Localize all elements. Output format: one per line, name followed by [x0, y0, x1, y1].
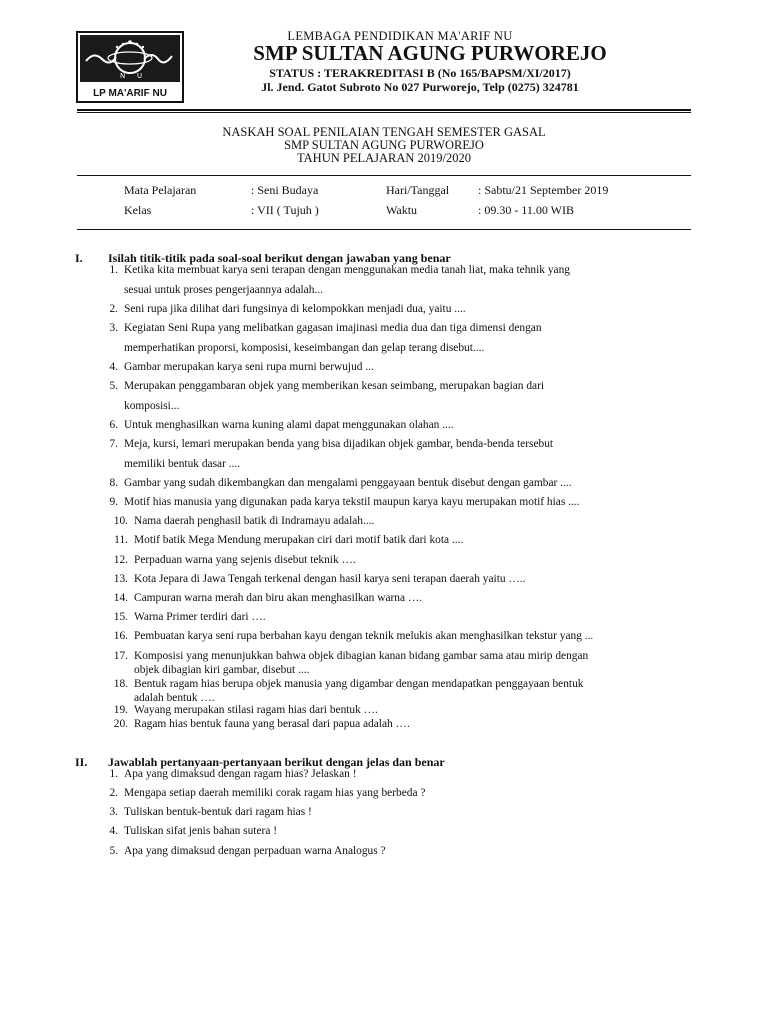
- question-text-continued: komposisi...: [124, 400, 180, 412]
- question-item: [113, 678, 584, 705]
- question-number: 5.: [109, 380, 118, 392]
- question-text: Untuk menghasilkan warna kuning alami dapat menggunakan olahan ....: [124, 419, 454, 431]
- question-item: [114, 534, 464, 547]
- exam-school: SMP SULTAN AGUNG PURWOREJO: [284, 138, 484, 152]
- section-2-number: II.: [75, 755, 88, 769]
- question-number: 16.: [113, 630, 128, 642]
- question-text: Mengapa setiap daerah memiliki corak ragam hias yang berbeda ?: [124, 787, 426, 799]
- day-value: : Sabtu/21 September 2019: [478, 183, 609, 197]
- question-text: Komposisi yang menunjukkan bahwa objek dibagian kanan bidang gambar sama atau mirip dengan: [134, 650, 589, 662]
- question-text: Kegiatan Seni Rupa yang melibatkan gagasan imajinasi media dua dan tiga dimensi dengan: [124, 322, 542, 334]
- class-value: : VII ( Tujuh ): [251, 203, 319, 217]
- question-item: [109, 768, 357, 781]
- time-value: : 09.30 - 11.00 WIB: [478, 203, 574, 217]
- question-text: Tuliskan sifat jenis bahan sutera !: [124, 825, 278, 837]
- question-item: [113, 592, 423, 605]
- question-number: 12.: [113, 554, 128, 566]
- question-number: 14.: [113, 592, 128, 604]
- question-text: Pembuatan karya seni rupa berbahan kayu dengan teknik melukis akan menghasilkan tekstur yang ...: [134, 630, 594, 642]
- question-text: Perpaduan warna yang sejenis disebut teknik ….: [134, 554, 356, 566]
- question-number: 7.: [109, 438, 118, 450]
- question-text: Gambar merupakan karya seni rupa murni berwujud ...: [124, 361, 374, 373]
- question-text: Tuliskan bentuk-bentuk dari ragam hias !: [124, 806, 312, 818]
- question-item: [109, 825, 278, 838]
- title-divider: [77, 175, 691, 176]
- question-item: [113, 515, 375, 528]
- question-item: [113, 630, 594, 643]
- question-item: [109, 380, 545, 413]
- question-text: Bentuk ragam hias berupa objek manusia yang digambar dengan mendapatkan penggayaan bentuk: [134, 678, 584, 690]
- question-item: [113, 650, 589, 677]
- question-number: 1.: [109, 768, 118, 780]
- question-text: Warna Primer terdiri dari ….: [134, 611, 266, 623]
- time-label: Waktu: [386, 203, 418, 217]
- question-text: Apa yang dimaksud dengan ragam hias? Jelaskan !: [124, 768, 357, 780]
- question-item: [109, 419, 454, 432]
- subject-value: : Seni Budaya: [251, 183, 319, 197]
- question-number: 1.: [109, 264, 118, 276]
- question-number: 11.: [114, 534, 128, 546]
- question-item: [113, 718, 410, 731]
- header-divider: [77, 109, 691, 111]
- question-number: 20.: [113, 718, 128, 730]
- question-text: Wayang merupakan stilasi ragam hias dari bentuk ….: [134, 704, 378, 716]
- header-divider-thin: [77, 112, 691, 113]
- school-address: Jl. Jend. Gatot Subroto No 027 Purworejo, Telp (0275) 324781: [261, 80, 579, 94]
- question-number: 3.: [109, 322, 118, 334]
- question-number: 10.: [113, 515, 128, 527]
- question-text: Apa yang dimaksud dengan perpaduan warna Analogus ?: [124, 845, 386, 857]
- question-number: 15.: [113, 611, 128, 623]
- question-number: 2.: [109, 303, 118, 315]
- question-number: 4.: [109, 361, 118, 373]
- question-item: [113, 704, 378, 717]
- school-name: SMP SULTAN AGUNG PURWOREJO: [253, 41, 607, 65]
- svg-text:U: U: [137, 72, 143, 80]
- question-text: Campuran warna merah dan biru akan menghasilkan warna ….: [134, 592, 423, 604]
- question-text: Meja, kursi, lemari merupakan benda yang bisa dijadikan objek gambar, benda-benda tersebut: [124, 438, 554, 450]
- question-number: 5.: [109, 845, 118, 857]
- question-text: Nama daerah penghasil batik di Indramayu adalah....: [134, 515, 375, 527]
- day-label: Hari/Tanggal: [386, 183, 450, 197]
- question-item: [109, 322, 542, 355]
- question-number: 9.: [109, 496, 118, 508]
- section-2-heading: Jawablah pertanyaan-pertanyaan berikut dengan jelas dan benar: [108, 755, 445, 769]
- question-number: 13.: [113, 573, 128, 585]
- question-item: [109, 806, 312, 819]
- question-text: Seni rupa jika dilihat dari fungsinya di kelompokkan menjadi dua, yaitu ....: [124, 303, 466, 315]
- question-item: [109, 361, 374, 374]
- question-item: [109, 477, 572, 490]
- question-number: 2.: [109, 787, 118, 799]
- question-text-continued: memiliki bentuk dasar ....: [124, 458, 241, 470]
- question-text: Ketika kita membuat karya seni terapan dengan menggunakan media tanah liat, maka tehnik yang: [124, 264, 570, 276]
- question-text-continued: memperhatikan proporsi, komposisi, keseimbangan dan gelap terang disebut....: [124, 342, 485, 354]
- exam-year: TAHUN PELAJARAN 2019/2020: [297, 151, 471, 165]
- question-number: 6.: [109, 419, 118, 431]
- question-text-continued: sesuai untuk proses pengerjaannya adalah...: [124, 284, 323, 296]
- exam-title: NASKAH SOAL PENILAIAN TENGAH SEMESTER GASAL: [222, 125, 546, 139]
- question-item: [113, 611, 266, 624]
- question-number: 3.: [109, 806, 118, 818]
- question-item: [109, 787, 426, 800]
- section-1-heading: Isilah titik-titik pada soal-soal berikut dengan jawaban yang benar: [108, 251, 451, 265]
- question-text: Gambar yang sudah dikembangkan dan mengalami penggayaan bentuk disebut dengan gambar ....: [124, 477, 572, 489]
- question-number: 4.: [109, 825, 118, 837]
- question-text-continued: objek dibagian kiri gambar, disebut ....: [134, 664, 310, 676]
- question-item: [109, 496, 580, 509]
- nu-emblem-icon: [80, 35, 180, 82]
- question-number: 8.: [109, 477, 118, 489]
- question-text: Motif hias manusia yang digunakan pada karya tekstil maupun karya kayu merupakan motif hias ....: [124, 496, 580, 508]
- question-text-continued: adalah bentuk ….: [134, 692, 215, 704]
- question-item: [109, 264, 570, 297]
- question-item: [109, 845, 386, 858]
- question-text: Ragam hias bentuk fauna yang berasal dari papua adalah ….: [134, 718, 410, 730]
- question-item: [113, 554, 356, 567]
- question-number: 18.: [113, 678, 128, 690]
- logo-caption: LP MA'ARIF NU: [93, 88, 167, 99]
- question-text: Kota Jepara di Jawa Tengah terkenal dengan hasil karya seni terapan daerah yaitu …..: [134, 573, 526, 585]
- section-1-number: I.: [75, 251, 83, 265]
- question-number: 17.: [113, 650, 128, 662]
- question-text: Motif batik Mega Mendung merupakan ciri dari motif batik dari kota ....: [134, 534, 464, 546]
- info-divider: [77, 229, 691, 230]
- school-logo: [76, 31, 184, 103]
- question-number: 19.: [113, 704, 128, 716]
- question-text: Merupakan penggambaran objek yang memberikan kesan seimbang, merupakan bagian dari: [124, 380, 545, 392]
- question-item: [109, 438, 554, 471]
- class-label: Kelas: [124, 203, 152, 217]
- subject-label: Mata Pelajaran: [124, 183, 197, 197]
- accreditation-status: STATUS : TERAKREDITASI B (No 165/BAPSM/XI/2017): [269, 66, 571, 80]
- svg-text:N: N: [120, 72, 126, 80]
- question-item: [109, 303, 466, 316]
- foundation-name: LEMBAGA PENDIDIKAN MA'ARIF NU: [287, 29, 513, 43]
- question-item: [113, 573, 526, 586]
